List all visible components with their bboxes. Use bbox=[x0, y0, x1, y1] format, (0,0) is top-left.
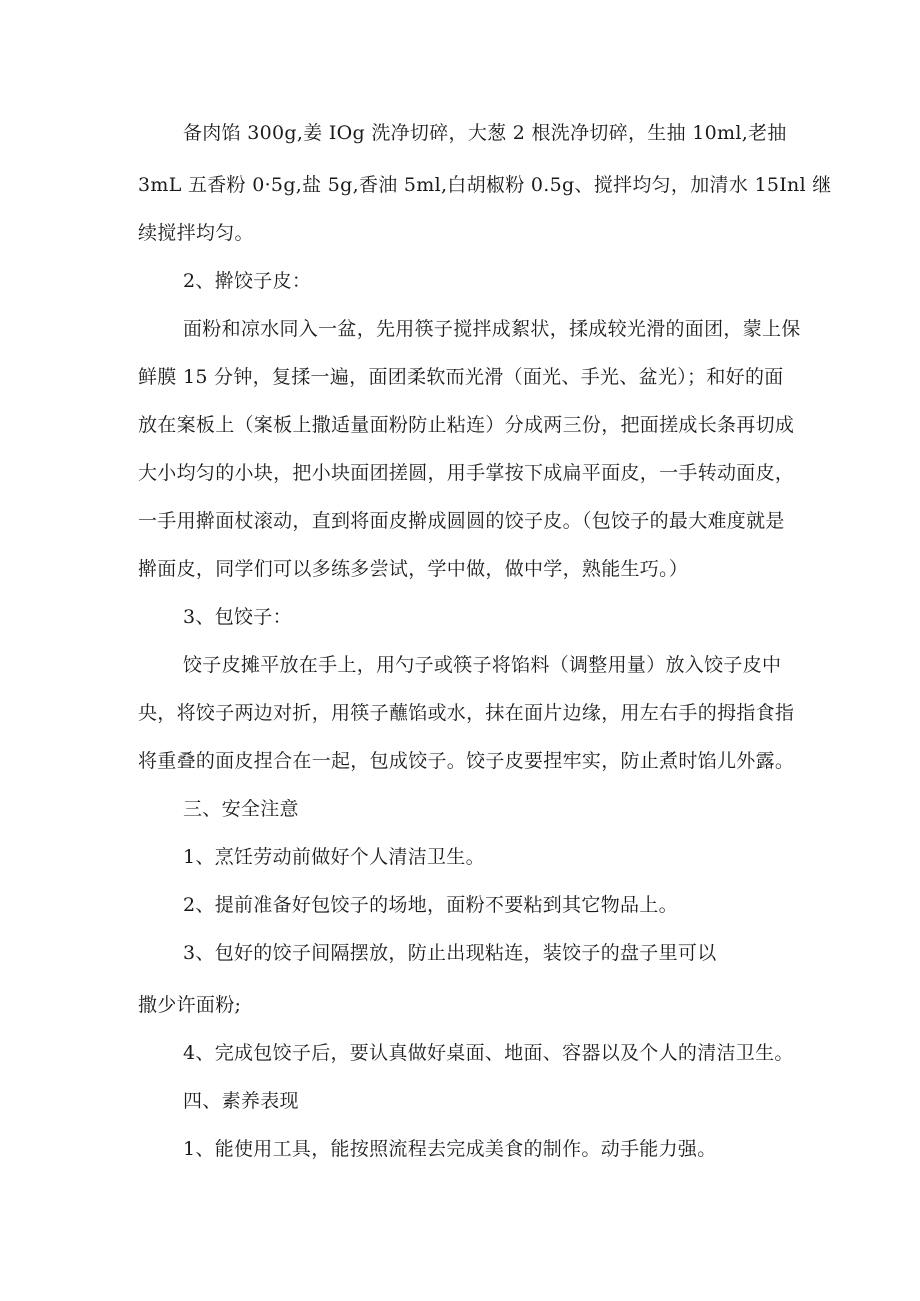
text-line-wrappers-2: 鲜膜 15 分钟，复揉一遍，面团柔软而光滑（面光、手光、盆光）；和好的面 bbox=[138, 366, 784, 388]
literacy-item-1: 1、能使用工具，能按照流程去完成美食的制作。动手能力强。 bbox=[183, 1138, 717, 1160]
section-heading-roll-wrappers: 2、擀饺子皮： bbox=[183, 270, 312, 292]
safety-item-4: 4、完成包饺子后，要认真做好桌面、地面、容器以及个人的清洁卫生。 bbox=[183, 1042, 794, 1064]
safety-item-3: 3、包好的饺子间隔摆放，防止出现粘连，装饺子的盘子里可以 bbox=[183, 942, 717, 964]
text-line-wrappers-3: 放在案板上（案板上撒适量面粉防止粘连）分成两三份，把面搓成长条再切成 bbox=[138, 414, 795, 436]
text-line-wrappers-6: 擀面皮，同学们可以多练多尝试，学中做，做中学，熟能生巧。） bbox=[138, 558, 689, 580]
safety-item-1: 1、烹饪劳动前做好个人清洁卫生。 bbox=[183, 846, 485, 868]
safety-item-3-continued: 撒少许面粉; bbox=[138, 994, 242, 1016]
text-line-filling-3: 续搅拌均匀。 bbox=[138, 222, 254, 244]
text-line-wrap-2: 央，将饺子两边对折，用筷子蘸馅或水，抹在面片边缘，用左右手的拇指食指 bbox=[138, 702, 795, 724]
text-line-wrap-1: 饺子皮摊平放在手上，用勺子或筷子将馅料（调整用量）放入饺子皮中 bbox=[183, 654, 782, 676]
text-line-filling-2: 3mL 五香粉 0·5g,盐 5g,香油 5ml,白胡椒粉 0.5g、搅拌均匀，加清水 15Inl 继 bbox=[138, 174, 832, 196]
text-line-wrap-3: 将重叠的面皮捏合在一起，包成饺子。饺子皮要捏牢实，防止煮时馅儿外露。 bbox=[138, 750, 795, 772]
text-line-wrappers-1: 面粉和凉水同入一盆，先用筷子搅拌成絮状，揉成较光滑的面团，蒙上保 bbox=[183, 318, 801, 340]
section-heading-wrap-dumplings: 3、包饺子： bbox=[183, 606, 292, 628]
text-line-wrappers-4: 大小均匀的小块，把小块面团搓圆，用手掌按下成扁平面皮，一手转动面皮， bbox=[138, 462, 795, 484]
text-line-wrappers-5: 一手用擀面杖滚动，直到将面皮擀成圆圆的饺子皮。（包饺子的最大难度就是 bbox=[138, 510, 785, 532]
text-line-filling-1: 备肉馅 300g,姜 IOg 洗净切碎，大葱 2 根洗净切碎，生抽 10ml,老抽 bbox=[183, 122, 787, 144]
section-heading-literacy: 四、素养表现 bbox=[183, 1090, 299, 1112]
section-heading-safety: 三、安全注意 bbox=[183, 798, 299, 820]
safety-item-2: 2、提前准备好包饺子的场地，面粉不要粘到其它物品上。 bbox=[183, 894, 678, 916]
